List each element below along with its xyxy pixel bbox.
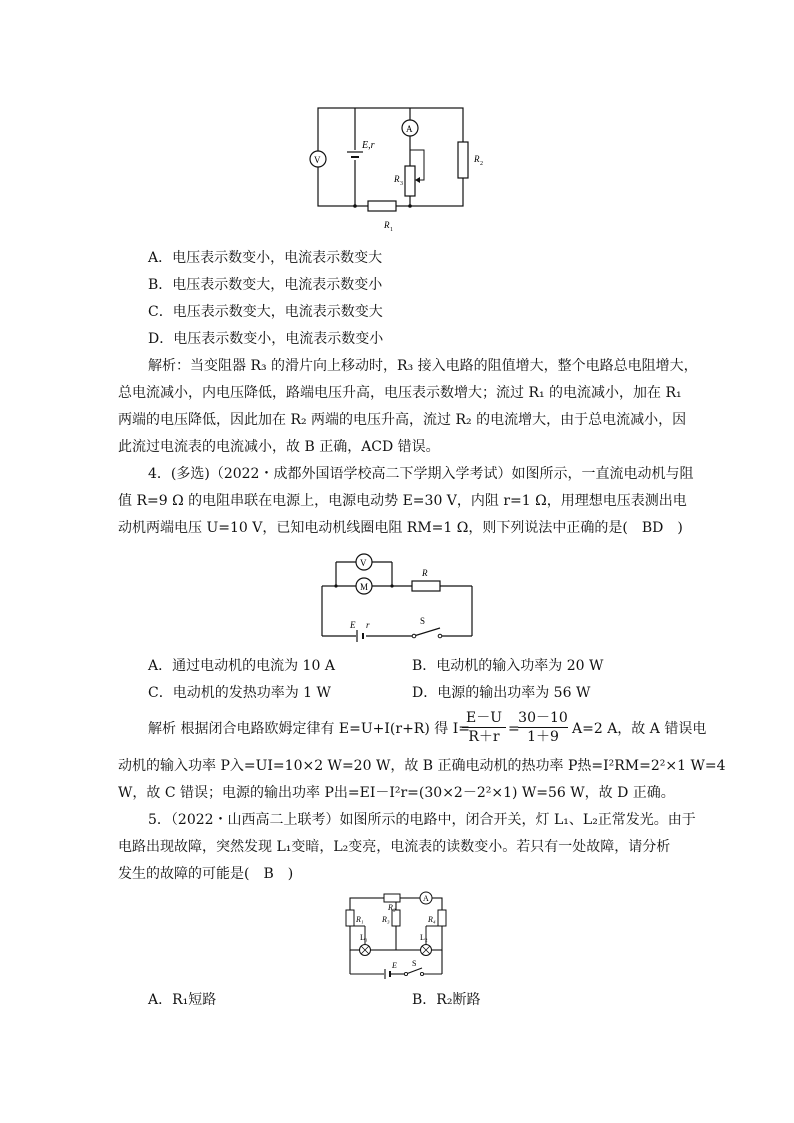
fig1-er-label: E,r: [362, 140, 375, 151]
svg-text:S: S: [412, 959, 417, 968]
svg-text:R₁: R₁: [356, 915, 364, 924]
q3-analysis-line-4: 此流过电流表的电流减小，故 B 正确，ACD 错误。: [118, 439, 440, 455]
q3-option-c: C．电压表示数变大，电流表示数变大: [148, 304, 383, 320]
svg-text:R: R: [422, 568, 428, 578]
q4-option-b: B．电动机的输入功率为 20 W: [412, 658, 604, 674]
fig1-r2-label: R: [474, 154, 480, 164]
q3-analysis-line-1: 解析：当变阻器 R₃ 的滑片向上移动时，R₃ 接入电路的阻值增大，整个电路总电阻增大，: [148, 358, 698, 374]
svg-text:S: S: [420, 616, 426, 626]
q4-stem-line-2: 值 R=9 Ω 的电阻串联在电源上，电源电动势 E=30 V，内阻 r=1 Ω，用理想电压表测出电: [118, 493, 687, 509]
q4-option-c: C．电动机的发热功率为 1 W: [148, 685, 331, 701]
svg-text:2: 2: [480, 161, 483, 167]
q3-analysis-line-2: 总电流减小，内电压降低，路端电压升高，电压表示数增大；流过 R₁ 的电流减小，加在 R₁: [118, 385, 682, 401]
q4-analysis-post: A=2 A，故 A 错误电: [572, 721, 707, 737]
svg-text:R₂: R₂: [388, 903, 396, 912]
q3-option-a: A．电压表示数变小，电流表示数变大: [148, 250, 383, 266]
svg-text:V: V: [360, 558, 367, 568]
svg-text:3: 3: [400, 181, 403, 187]
q3-analysis-line-3: 两端的电压降低，因此加在 R₂ 两端的电压升高，流过 R₂ 的电流增大，由于总电流减小，因: [118, 412, 687, 428]
q5-stem-line-3: 发生的故障的可能是( B ): [118, 866, 294, 882]
q4-fraction-1: $\frac{E-U}{R+r}$: [462, 709, 506, 746]
svg-text:M: M: [360, 582, 369, 592]
q5-stem-line-2: 电路出现故障，突然发现 L₁变暗，L₂变亮，电流表的读数变小。若只有一处故障，请分析: [118, 839, 671, 855]
svg-text:r: r: [366, 620, 370, 630]
svg-text:E: E: [392, 961, 397, 970]
svg-text:1: 1: [390, 227, 393, 233]
q3-option-b: B．电压表示数变大，电流表示数变小: [148, 277, 383, 293]
q5-option-a: A．R₁短路: [148, 992, 217, 1008]
q4-option-a: A．通过电动机的电流为 10 A: [148, 658, 335, 674]
fig1-r1-label: R: [384, 220, 390, 230]
q4-fraction-2: $\frac{30-10}{1+9}$: [518, 710, 568, 745]
q4-stem-line-3: 动机两端电压 U=10 V，已知电动机线圈电阻 RM=1 Ω，则下列说法中正确的是( BD ): [118, 520, 683, 536]
fig1-v-label: V: [314, 155, 321, 165]
circuit-figure-1: [300, 100, 500, 240]
svg-text:L₂: L₂: [420, 933, 428, 942]
fig1-a-label: A: [406, 124, 413, 134]
svg-text:E: E: [350, 620, 356, 630]
q4-stem-line-1: 4．(多选)（2022・成都外国语学校高二下学期入学考试）如图所示，一直流电动机与阻: [148, 466, 694, 482]
q4-option-d: D．电源的输出功率为 56 W: [412, 685, 591, 701]
circuit-figure-2: [316, 548, 480, 644]
circuit-figure-3: [340, 888, 452, 984]
q3-option-d: D．电压表示数变小，电流表示数变小: [148, 331, 384, 347]
svg-text:L₁: L₁: [360, 933, 368, 942]
q4-analysis-pre: 解析 根据闭合电路欧姆定律有 E=U+I(r+R) 得 I=: [148, 721, 470, 737]
q4-analysis-line-2: 动机的输入功率 P入=UI=10×2 W=20 W，故 B 正确电动机的热功率 P热=I²RM=2²×1 W=4: [118, 758, 726, 774]
q5-stem-line-1: 5．（2022・山西高二上联考）如图所示的电路中，闭合开关，灯 L₁、L₂正常发光。由于: [148, 812, 696, 828]
svg-text:R₃: R₃: [382, 915, 390, 924]
fig1-r3-label: R: [394, 174, 400, 184]
svg-text:R₄: R₄: [428, 915, 436, 924]
q4-analysis-line-3: W，故 C 错误；电源的输出功率 P出=EI－I²r=(30×2－2²×1) W=56 W，故 D 正确。: [118, 785, 675, 801]
q5-option-b: B．R₂断路: [412, 992, 481, 1008]
svg-text:A: A: [423, 894, 429, 903]
